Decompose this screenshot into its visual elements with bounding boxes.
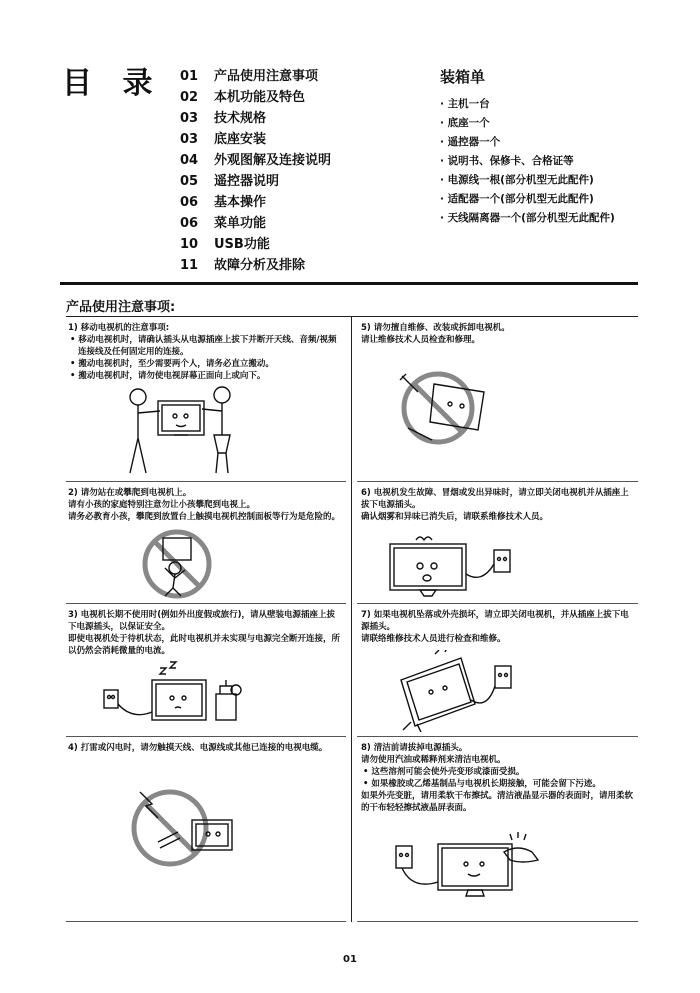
section-heading: 产品使用注意事项: <box>66 300 176 315</box>
toc-page: 10 <box>180 237 199 252</box>
smoking-tv-unplug-illustration <box>386 534 516 600</box>
toc-label: 遥控器说明 <box>214 174 280 189</box>
table-of-contents <box>180 66 331 276</box>
toc-label: 技术规格 <box>214 111 267 126</box>
divider <box>357 921 638 922</box>
precaution-7 <box>361 609 635 645</box>
packing-item: · 电源线一根(部分机型无此配件) <box>440 174 594 186</box>
prohibited-disassembly-illustration <box>398 368 498 446</box>
precaution-text: 请务必教育小孩，攀爬到放置台上触摸电视机控制面板等行为是危险的。 <box>68 512 341 522</box>
toc-item[interactable] <box>180 108 331 129</box>
precaution-text: 即使电视机处于待机状态，此时电视机并未实现与电源完全断开连接，所以仍然会消耗微量的电流。 <box>68 634 341 656</box>
precaution-6 <box>361 487 635 523</box>
precaution-title: 2) 请勿站在或攀爬到电视机上。 <box>68 488 192 498</box>
toc-label: 底座安装 <box>214 132 267 147</box>
cleaning-tv-illustration <box>392 830 542 902</box>
page-number: 01 <box>343 954 357 965</box>
toc-page: 01 <box>180 69 199 84</box>
divider <box>66 603 346 604</box>
packing-item: · 遥控器一个 <box>440 136 501 148</box>
precaution-bullet: • 搬动电视机时，至少需要两个人，请务必直立搬动。 <box>70 359 274 369</box>
toc-item[interactable] <box>180 87 331 108</box>
toc-page: 03 <box>180 111 199 126</box>
toc-label: 产品使用注意事项 <box>214 69 319 84</box>
packing-item: · 天线隔离器一个(部分机型无此配件) <box>440 212 615 224</box>
toc-page: 06 <box>180 195 199 210</box>
precaution-title: 4) 打雷或闪电时，请勿触摸天线、电源线或其他已连接的电视电缆。 <box>68 743 328 753</box>
prohibited-lightning-illustration <box>128 782 238 872</box>
page-title: 目 录 <box>62 66 163 101</box>
toc-item[interactable] <box>180 255 331 276</box>
unplug-when-away-illustration <box>100 660 250 732</box>
column-divider <box>351 317 352 922</box>
toc-label: 基本操作 <box>214 195 267 210</box>
toc-label: 菜单功能 <box>214 216 267 231</box>
toc-item[interactable] <box>180 213 331 234</box>
prohibited-climbing-illustration <box>137 528 217 600</box>
precaution-3 <box>68 609 340 657</box>
divider <box>66 316 638 317</box>
divider <box>357 736 638 737</box>
toc-page: 05 <box>180 174 199 189</box>
toc-page: 11 <box>180 258 199 273</box>
precaution-5 <box>361 322 635 346</box>
precaution-text: 确认烟雾和异味已消失后，请联系维修技术人员。 <box>361 512 549 522</box>
precaution-title: 3) 电视机长期不使用时(例如外出度假或旅行)，请从壁装电源插座上拔下电源插头，以保证安全。 <box>68 610 336 632</box>
precaution-1 <box>68 322 340 382</box>
packing-list <box>440 66 615 228</box>
precaution-title: 6) 电视机发生故障、冒烟或发出异味时，请立即关闭电视机并从插座上拔下电源插头。 <box>361 488 629 510</box>
toc-label: USB功能 <box>214 237 270 252</box>
toc-label: 故障分析及排除 <box>214 258 306 273</box>
packing-list-title: 装箱单 <box>440 68 486 86</box>
damaged-tv-unplug-illustration <box>395 650 520 732</box>
two-people-carrying-tv-illustration <box>120 383 240 478</box>
precaution-bullet: • 移动电视机时，请确认插头从电源插座上拔下并断开天线、音频/视频连接线及任何固定用的连接。 <box>70 335 337 357</box>
toc-item[interactable] <box>180 171 331 192</box>
divider <box>66 481 346 482</box>
toc-item[interactable] <box>180 66 331 87</box>
precaution-title: 1) 移动电视机的注意事项: <box>68 323 170 333</box>
precaution-2 <box>68 487 340 523</box>
divider <box>60 282 638 285</box>
packing-item: · 说明书、保修卡、合格证等 <box>440 155 574 167</box>
packing-item: · 适配器一个(部分机型无此配件) <box>440 193 594 205</box>
precaution-title: 8) 清洁前请拔掉电源插头。 <box>361 743 468 753</box>
toc-page: 02 <box>180 90 199 105</box>
precaution-bullet: • 如果橡胶或乙烯基制品与电视机长期接触，可能会留下污迹。 <box>363 779 601 789</box>
precaution-text: 如果外壳变脏，请用柔软干布擦拭。清洁液晶显示器的表面时，请用柔软的干布轻轻擦拭液晶屏表面。 <box>361 791 634 813</box>
divider <box>66 736 346 737</box>
precaution-title: 7) 如果电视机坠落或外壳损坏，请立即关闭电视机，并从插座上拔下电源插头。 <box>361 610 629 632</box>
precaution-title: 5) 请勿擅自维修、改装或拆卸电视机。 <box>361 323 510 333</box>
toc-label: 本机功能及特色 <box>214 90 306 105</box>
precaution-bullet: • 搬动电视机时，请勿使电视屏幕正面向上或向下。 <box>70 371 266 381</box>
divider <box>357 481 638 482</box>
packing-item: · 底座一个 <box>440 117 490 129</box>
packing-item: · 主机一台 <box>440 98 490 110</box>
precaution-bullet: • 这些溶剂可能会使外壳变形或漆面受损。 <box>363 767 525 777</box>
toc-label: 外观图解及连接说明 <box>214 153 332 168</box>
precaution-text: 请联络维修技术人员进行检查和维修。 <box>361 634 506 644</box>
precaution-text: 请勿使用汽油或稀释剂来清洁电视机。 <box>361 755 506 765</box>
toc-item[interactable] <box>180 234 331 255</box>
precaution-8 <box>361 742 635 814</box>
toc-page: 04 <box>180 153 199 168</box>
divider <box>66 921 346 922</box>
toc-page: 06 <box>180 216 199 231</box>
divider <box>357 603 638 604</box>
toc-item[interactable] <box>180 150 331 171</box>
precaution-text: 请有小孩的家庭特别注意勿让小孩攀爬到电视上。 <box>68 500 256 510</box>
toc-item[interactable] <box>180 129 331 150</box>
precaution-text: 请让维修技术人员检查和修理。 <box>361 335 481 345</box>
toc-item[interactable] <box>180 192 331 213</box>
toc-page: 03 <box>180 132 199 147</box>
precaution-4 <box>68 742 340 754</box>
